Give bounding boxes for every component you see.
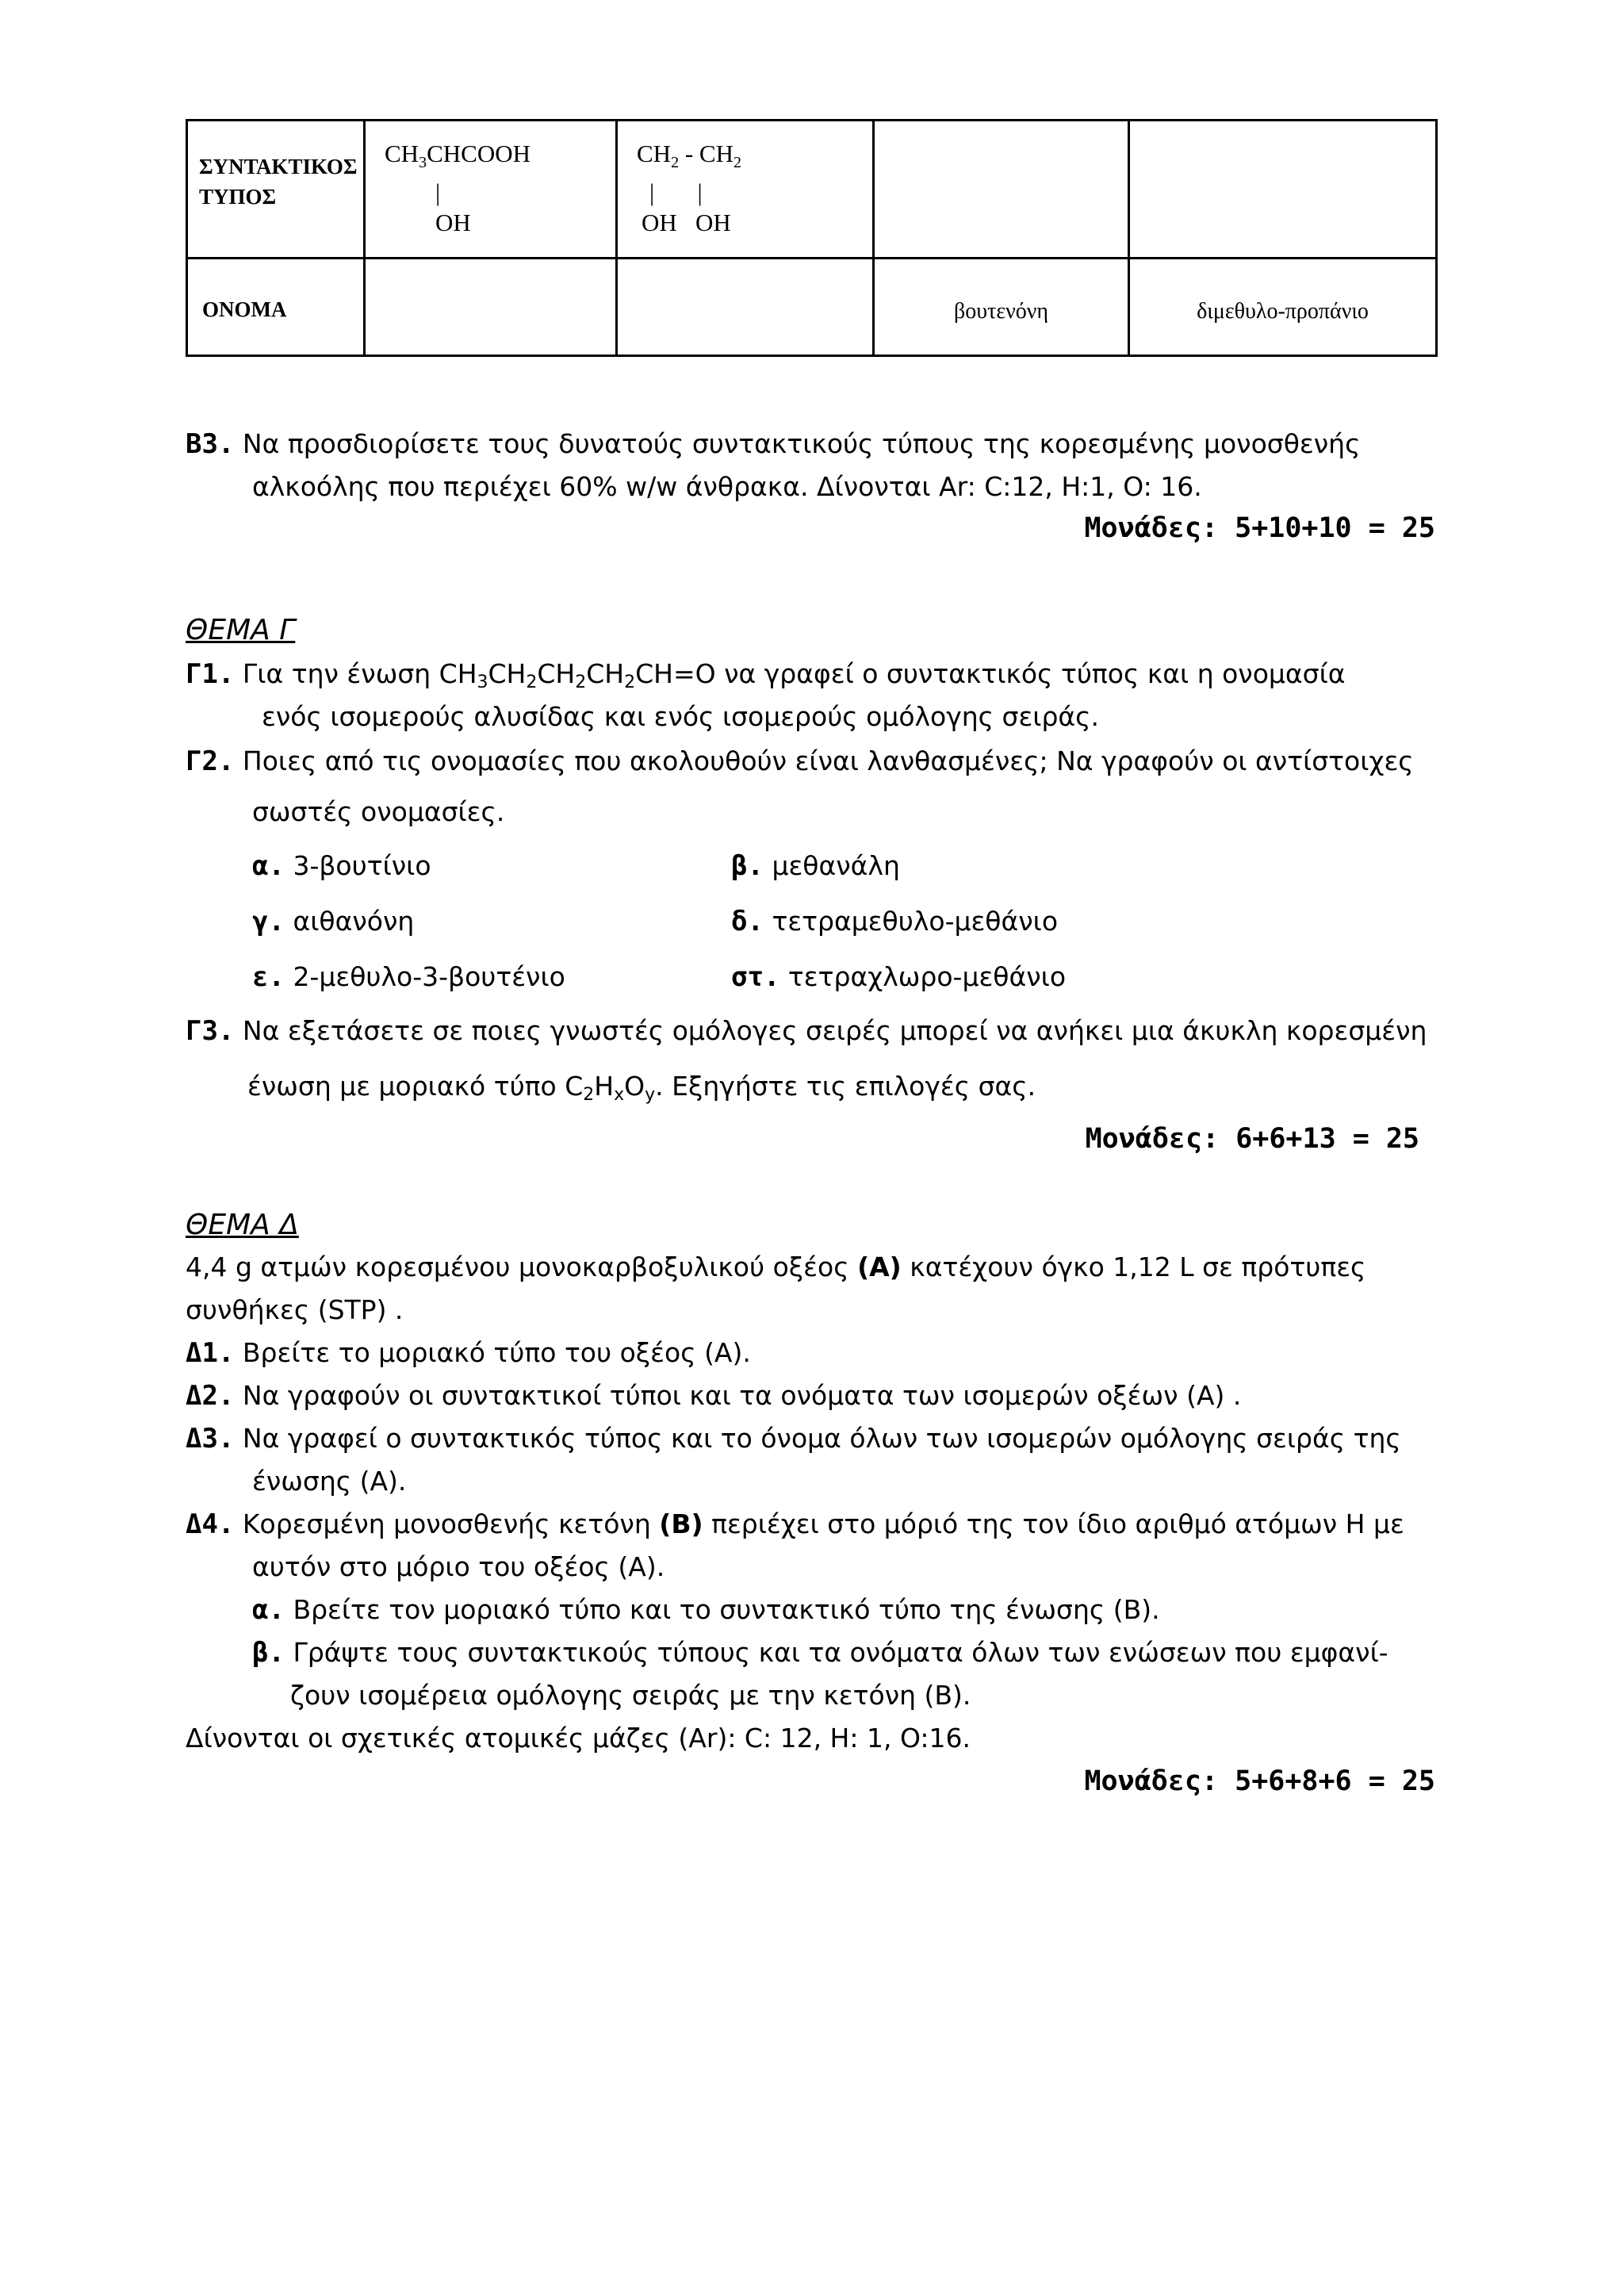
empty-formula-cell xyxy=(1129,121,1437,259)
table-row xyxy=(187,121,1437,259)
question-d3-line2: ένωσης (Α). xyxy=(252,1466,407,1497)
question-d4b-line1: β. Γράψτε τους συντακτικούς τύπους και τα ονόματα όλων των ενώσεων που εμφανί- xyxy=(252,1637,1388,1669)
table-row xyxy=(187,258,1437,355)
label-line: ΣΥΝΤΑΚΤΙΚΟΣ xyxy=(199,155,358,178)
question-d1: Δ1. Βρείτε το μοριακό τύπο του οξέος (Α). xyxy=(186,1337,751,1369)
marks-b: Μονάδες: 5+10+10 = 25 xyxy=(1084,512,1435,544)
question-b3-line2: αλκοόλης που περιέχει 60% w/w άνθρακα. Δίνονται Ar: C:12, H:1, O: 16. xyxy=(252,471,1202,502)
question-g2-line1: Γ2. Ποιες από τις ονομασίες που ακολουθούν είναι λανθασμένες; Να γραφούν οι αντίστοιχες xyxy=(186,746,1414,777)
formula-cell-1: $CH_3CHCOOH$ | OH xyxy=(365,121,617,259)
delta-intro-line2: συνθήκες (STP) . xyxy=(186,1294,404,1325)
label-line: ΤΥΠΟΣ xyxy=(199,185,277,209)
list-item: γ. αιθανόνη xyxy=(252,906,415,937)
question-d4a: α. Βρείτε τον μοριακό τύπο και το συντακτικό τύπο της ένωσης (Β). xyxy=(252,1594,1160,1626)
given-atomic-masses: Δίνονται οι σχετικές ατομικές μάζες (Ar): C: 12, H: 1, O:16. xyxy=(186,1723,971,1754)
marks-delta: Μονάδες: 5+6+8+6 = 25 xyxy=(1084,1765,1435,1797)
question-g3-line1: Γ3. Να εξετάσετε σε ποιες γνωστές ομόλογες σειρές μπορεί να ανήκει μια άκυκλη κορεσμένη xyxy=(186,1015,1427,1047)
question-d4-line2: αυτόν στο μόριο του οξέος (Α). xyxy=(252,1551,665,1582)
question-g2-line2: σωστές ονομασίες. xyxy=(252,796,505,827)
empty-name-cell xyxy=(365,258,617,355)
question-b3-line1: Β3. Να προσδιορίσετε τους δυνατούς συντακτικούς τύπους της κορεσμένης μονοσθενής xyxy=(186,428,1361,460)
empty-name-cell xyxy=(617,258,874,355)
empty-formula-cell xyxy=(874,121,1129,259)
list-item: δ. τετραμεθυλο-μεθάνιο xyxy=(731,906,1059,937)
marks-gamma: Μονάδες: 6+6+13 = 25 xyxy=(1085,1123,1419,1155)
section-heading-gamma: ΘΕΜΑ Γ xyxy=(186,614,296,646)
name-cell-3: βουτενόνη xyxy=(874,258,1129,355)
section-heading-delta: ΘΕΜΑ Δ xyxy=(186,1209,299,1241)
row-label-structural-formula xyxy=(187,121,365,259)
question-g1-line1: Γ1. Για την ένωση $CH_3CH_2CH_2CH_2CH=O$ να γραφεί ο συντακτικός τύπος και η ονομασία xyxy=(186,658,1346,692)
question-g3-line2: ένωση με μοριακό τύπο $C_2H_xO_y$. Εξηγήστε τις επιλογές σας. xyxy=(247,1071,1036,1105)
list-item: β. μεθανάλη xyxy=(731,850,900,882)
question-g1-line2: ενός ισομερούς αλυσίδας και ενός ισομερούς ομόλογης σειράς. xyxy=(262,701,1100,732)
name-cell-4: διμεθυλο-προπάνιο xyxy=(1129,258,1437,355)
list-item: στ. τετραχλωρο-μεθάνιο xyxy=(731,961,1067,993)
formula-cell-2: $CH_2 - CH_2$ | | OH OH xyxy=(617,121,874,259)
question-d2: Δ2. Να γραφούν οι συντακτικοί τύποι και τα ονόματα των ισομερών οξέων (Α) . xyxy=(186,1380,1242,1412)
question-d3-line1: Δ3. Να γραφεί ο συντακτικός τύπος και το όνομα όλων των ισομερών ομόλογης σειράς της xyxy=(186,1423,1401,1455)
question-d4b-line2: ζουν ισομέρεια ομόλογης σειράς με την κετόνη (Β). xyxy=(290,1680,971,1711)
delta-intro-line1: 4,4 g ατμών κορεσμένου μονοκαρβοξυλικού οξέος (Α) κατέχουν όγκο 1,12 L σε πρότυπες xyxy=(186,1251,1366,1282)
question-d4-line1: Δ4. Κορεσμένη μονοσθενής κετόνη (Β) περιέχει στο μόριό της τον ίδιο αριθμό ατόμων Η με xyxy=(186,1508,1404,1540)
row-label-name: ΟΝΟΜΑ xyxy=(187,258,365,355)
compound-table xyxy=(186,119,1438,357)
list-item: ε. 2-μεθυλο-3-βουτένιο xyxy=(252,961,565,993)
list-item: α. 3-βουτίνιο xyxy=(252,850,431,882)
